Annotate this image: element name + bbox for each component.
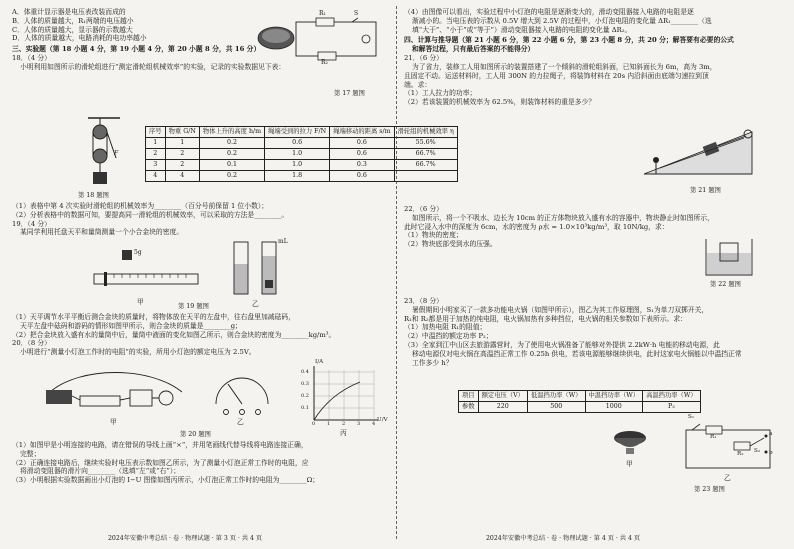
table-cell: 500 — [527, 402, 585, 413]
q19-question-1a: （1）天平调节水平平衡后测合金块的质量时，将物体放在天平的左盘中，往右盘里加减砝码， — [12, 313, 295, 321]
table-header-cell: 物重 G/N — [165, 127, 199, 138]
table-header-cell: 滑轮组的机械效率 η — [394, 127, 457, 138]
table-cell: 1.0 — [265, 149, 330, 160]
q23-hotpot-figure — [610, 424, 650, 468]
section-4-heading: 四、计算与推导题（第 21 小题 6 分，第 22 小题 6 分，第 23 小题 8 分，共 20 分；解答要有必要的公式 — [404, 36, 734, 45]
table-cell: 66.7% — [394, 149, 457, 160]
table-cell: 4 — [146, 171, 166, 182]
q19-figure-label-yi: 乙 — [252, 300, 259, 308]
q19-mass-label: 5g — [134, 249, 142, 256]
q22-container-figure — [704, 237, 754, 277]
q19-caption: 第 19 题图 — [178, 303, 209, 310]
table-cell: 1 — [146, 138, 166, 149]
table-header-cell: 高温挡功率（W） — [643, 391, 701, 402]
table-cell: 0.1 — [199, 160, 264, 171]
q22-caption: 第 22 题图 — [710, 281, 741, 288]
q20-tick-u: 0 — [312, 421, 316, 427]
q18-caption: 第 18 题图 — [78, 192, 109, 199]
q21-caption: 第 21 题图 — [690, 187, 721, 194]
q21-text-1: 为了省力，装修工人用如图所示的装置搭建了一个倾斜的滑轮组斜面，已知斜面长为 6m，高为 3m， — [412, 62, 717, 71]
q17-label-r2: R₂ — [321, 59, 328, 66]
q19-question-1b: 天平左盘中砝码和游码的情形如图甲所示，则合金块的质量是________g； — [20, 321, 242, 330]
q21-question-2: （2）若该装置的机械效率为 62.5%，则装饰材料的重是多少？ — [404, 98, 596, 107]
q20-tick-i: 0.3 — [301, 381, 309, 387]
q23-label-r1: R₁ — [710, 434, 717, 440]
q17-caption: 第 17 题图 — [334, 90, 365, 97]
q22-text-1: 如图所示，将一个不吸水、边长为 10cm 的正方体物块放入盛有水的容器中，物块静止时如图所示， — [412, 213, 714, 222]
q20-figure-label-yi: 乙 — [237, 418, 244, 426]
table-cell: 2 — [146, 149, 166, 160]
q23-heading: 23．（8 分） — [404, 297, 443, 305]
q19-balance-figure — [92, 248, 202, 306]
table-cell: 1.0 — [265, 160, 330, 171]
left-page-footer: 2024年安徽中考总结 · 卷 · 物理试题 · 第 3 页 · 共 4 页 — [108, 534, 263, 542]
table-header-cell: 物体上升的高度 h/m — [199, 127, 264, 138]
q17-scale-and-circuit — [256, 12, 380, 68]
q19-heading: 19．（4 分） — [12, 219, 51, 228]
table-cell: 0.6 — [330, 171, 394, 182]
table-header-row — [459, 391, 701, 402]
q23-hotpot-drawing — [610, 424, 650, 458]
q19-figure-label-jia: 甲 — [137, 298, 144, 306]
table-header-cell: 绳端移动的距离 s/m — [330, 127, 394, 138]
q20-question-3: （3）小明根据实验数据画出小灯泡的 I−U 图像如图丙所示，小灯泡正常工作时的电阻为________Ω； — [12, 476, 320, 485]
q22-question-1: （1）物块的密度； — [404, 231, 463, 240]
q20-tick-u: 3 — [357, 421, 361, 427]
q20-voltmeter-figure — [210, 370, 274, 426]
q17-option-b: B．人体的质量越大，R₁两端的电压越小 — [12, 16, 134, 25]
q19-intro: 某同学利用托盘天平和量筒测量一个小合金块的密度。 — [20, 228, 184, 237]
q23-label-s2: S₂ — [754, 448, 761, 454]
q20-question-2a: （2）正确连接电路后，继续实验时电压表示数如图乙所示，为了测量小灯泡正常工作时的电阻，应 — [12, 458, 309, 467]
table-cell: 3 — [146, 160, 166, 171]
table-cell: 0.2 — [199, 149, 264, 160]
q17-figure — [256, 10, 380, 97]
table-header-cell: 额定电压（V） — [478, 391, 527, 402]
q19-balance-drawing — [92, 248, 202, 294]
table-cell: 220 — [478, 402, 527, 413]
q17-option-d: D．人体的质量越大，电路消耗的电功率越小 — [12, 34, 147, 43]
table-cell: 0.6 — [330, 138, 394, 149]
table-cell: 1000 — [585, 402, 643, 413]
q20-heading: 20．（8 分） — [12, 339, 51, 348]
q17-option-c: C．人体的质量越大，显示器的示数越大 — [12, 25, 133, 34]
table-cell: 55.6% — [394, 138, 457, 149]
q23-label-r2: R₂ — [737, 451, 744, 457]
q20-tick-u: 1 — [327, 421, 331, 427]
q23-question-1: （1）加热电阻 R₁的阻值； — [404, 323, 487, 332]
q20-question-1a: （1）如图甲是小明连接的电路，请在错误的导线上画“×”，并用笔画线代替导线将电路连接正确， — [12, 441, 308, 449]
q17-label-r1: R₁ — [319, 10, 326, 17]
q18-q19-text — [12, 202, 390, 237]
table-cell: 0.3 — [330, 160, 394, 171]
table-cell: 2 — [165, 160, 199, 171]
q20-question-4a: （4）由图像可以看出，实验过程中小灯泡的电阻是逐渐变大的，滑动变阻器接入电路的电阻是逐 — [404, 8, 694, 16]
q20-voltmeter-drawing — [210, 370, 274, 416]
page-divider — [396, 6, 397, 539]
q20-questions — [12, 441, 390, 485]
q20-tick-u: 4 — [372, 421, 376, 427]
table-cell: 4 — [165, 171, 199, 182]
q23-circuit-figure — [680, 414, 776, 482]
q20-intro: 小明进行“测量小灯泡工作时的电阻”的实验，所用小灯泡的额定电压为 2.5V。 — [20, 348, 256, 357]
table-cell: 2 — [165, 149, 199, 160]
q20-axis-u-label: U/V — [377, 417, 388, 423]
q20-question-1b: 完整； — [20, 449, 41, 458]
q22-text-2: 此时它浸入水中的深度为 6cm，水的密度为 ρ水 = 1.0×10³kg/m³，取 10N/kg，求： — [404, 222, 669, 231]
q23-caption: 第 23 题图 — [694, 486, 725, 493]
q21-incline-figure — [640, 124, 760, 180]
table-cell: 参数 — [459, 402, 479, 413]
q21-text-2: 且固定不动。运送材料时，工人用 300N 的力拉绳子，将装饰材料在 20s 内沿斜面由底端匀速拉到顶 — [404, 71, 709, 80]
table-cell: 1 — [165, 138, 199, 149]
right-page-footer: 2024年安徽中考总结 · 卷 · 物理试题 · 第 4 页 · 共 4 页 — [486, 534, 641, 542]
q23-label-s1: S₁ — [688, 414, 695, 420]
table-cell: 0.2 — [199, 171, 264, 182]
q20-iu-graph — [300, 359, 388, 437]
q23-question-3c: 工作多少 h？ — [412, 358, 453, 367]
q18-pulley-figure — [84, 116, 124, 194]
table-cell: 66.7% — [394, 160, 457, 171]
q23-question-2: （2）中温挡的额定功率 P₂； — [404, 332, 493, 341]
q20-axis-i-label: I/A — [315, 359, 324, 365]
q21-text-3: 端。求： — [404, 80, 432, 89]
section-4-heading-cont: 和解答过程，只有最后答案的不能得分） — [412, 45, 535, 54]
table-cell: 0.2 — [199, 138, 264, 149]
q21-heading: 21．（6 分） — [404, 54, 443, 63]
q23-parameter-table — [458, 390, 701, 413]
q18-question-1: （1）表格中第 4 次实验时滑轮组的机械效率为________（百分号前保留 1 位小数）； — [12, 202, 269, 210]
q20-tick-i: 0.2 — [301, 393, 309, 399]
q18-heading: 18．（4 分） — [12, 54, 51, 63]
q20-question-4c: 填“大于”、“小于”或“等于”）滑动变阻器接入电路的电阻的变化量 ΔR₂。 — [412, 25, 632, 34]
q20-question-4b: 渐减小的。当电压表的示数从 0.5V 增大到 2.5V 的过程中，小灯泡电阻的变化量 ΔR₁________（选 — [412, 16, 712, 25]
q18-intro: 小明利用如图所示的滑轮组进行“测定滑轮组机械效率”的实验，记录的实验数据见下表： — [20, 62, 286, 71]
q23-question-3b: 移动电源仅对电火锅在高温挡正常工作 0.25h 供电，若该电源能够继续供电，此时这家电火锅能以中温挡正常 — [412, 349, 742, 358]
q20-tick-i: 0.1 — [301, 405, 309, 411]
table-header-cell: 中温挡功率（W） — [585, 391, 643, 402]
q22-heading: 22．（6 分） — [404, 205, 443, 213]
q20-iu-graph-drawing — [300, 364, 380, 426]
q23-text-1: 暑假期间小明家买了一款多功能电火锅（如图甲所示），图乙为其工作原理图，S₁为单刀双掷开关， — [412, 305, 709, 314]
q20-tick-i: 0.4 — [301, 369, 309, 375]
q23-label-a: a — [769, 431, 773, 437]
q18-question-2: （2）分析表格中的数据可知，要提高同一滑轮组的机械效率，可以采取的方法是________。 — [12, 210, 289, 219]
q20-caption: 第 20 题图 — [180, 431, 211, 438]
q19-unit-label: mL — [278, 238, 288, 245]
q22-container-drawing — [704, 237, 754, 277]
q23-question-3a: （3）全家到江中山区去旅游露营时，为了使用电火锅准备了能够对外提供 2.2kW·h 电能的移动电源，此 — [404, 341, 720, 350]
q20-figure-label-bing: 丙 — [340, 429, 347, 437]
q17-label-s: S — [354, 10, 359, 17]
table-cell: P₃ — [643, 402, 701, 413]
q23-text — [404, 297, 784, 368]
q21-question-1: （1）工人拉力的功率； — [404, 89, 477, 98]
q23-figure-label-yi: 乙 — [724, 474, 731, 482]
q19-cylinder-figure — [232, 234, 288, 308]
section-3-heading: 三、实验题（第 18 小题 4 分，第 19 小题 4 分，第 20 小题 8 分，共 16 分） — [12, 45, 261, 54]
q23-text-2: R₁和 R₂都是用于加热的纯电阻，电火锅加热有多种挡位，电火锅的相关参数如下表所示。求： — [404, 314, 687, 323]
q20-circuit-figure — [40, 372, 190, 426]
table-row — [459, 402, 701, 413]
q23-label-b: b — [769, 450, 773, 456]
q17-option-a: A．体重计显示器是电压表改装而成的 — [12, 8, 126, 16]
table-header-cell: 绳端受到的拉力 F/N — [265, 127, 330, 138]
q20-apparatus-drawing — [40, 372, 190, 416]
q18-force-label: F — [114, 150, 119, 157]
q22-question-2: （2）物块底部受到水的压强。 — [404, 240, 497, 249]
table-cell: 0.6 — [330, 149, 394, 160]
q20-tick-u: 2 — [342, 421, 346, 427]
q19-question-2: （2）把合金块放入盛有水的量筒中后，量筒中液面的变化如图乙所示，则合金块的密度为________kg/m³。 — [12, 330, 336, 339]
table-header-cell: 序号 — [146, 127, 166, 138]
table-cell: 0.6 — [265, 138, 330, 149]
q23-figure-label-jia: 甲 — [626, 460, 633, 468]
table-cell: 1.8 — [265, 171, 330, 182]
q20-question-2b: 将滑动变阻器的滑片向________（选填“左”或“右”）； — [20, 467, 181, 476]
q19-cylinders-drawing — [232, 234, 282, 298]
table-header-cell: 低温挡功率（W） — [527, 391, 585, 402]
q21-incline-drawing — [640, 124, 760, 180]
q23-circuit-drawing — [680, 418, 776, 474]
table-header-cell: 项目 — [459, 391, 479, 402]
q20-figure-label-jia: 甲 — [110, 418, 117, 426]
q19-q20-text — [12, 313, 390, 357]
